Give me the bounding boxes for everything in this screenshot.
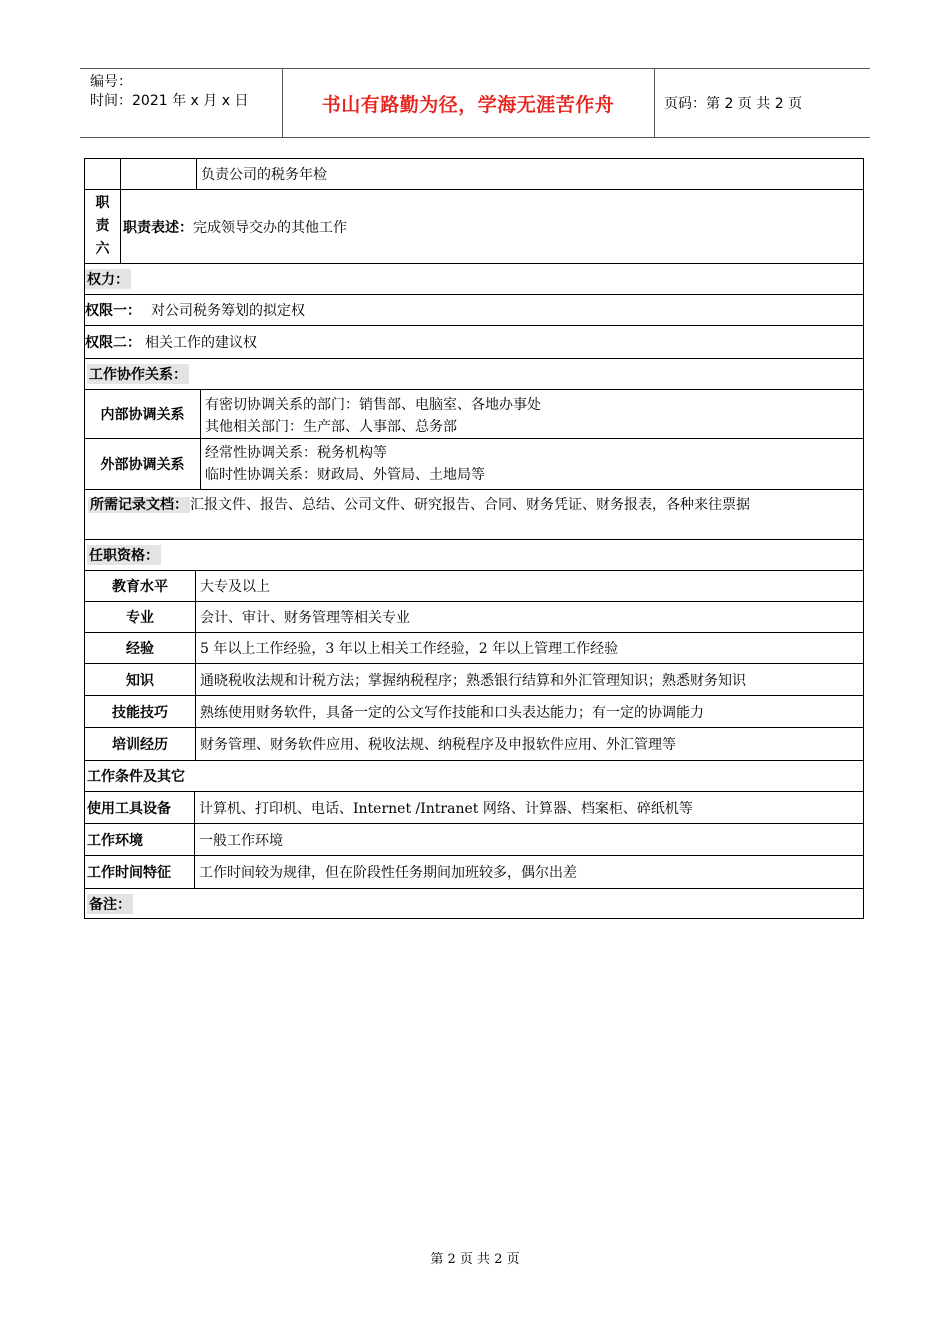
qualification-value: 5 年以上工作经验，3 年以上相关工作经验，2 年以上管理工作经验 [200, 641, 619, 657]
qualification-value: 大专及以上 [200, 579, 270, 595]
internal-coordination-line: 其他相关部门：生产部、人事部、总务部 [205, 419, 457, 435]
qualification-label: 教育水平 [85, 571, 196, 601]
conditions-heading-row [85, 761, 863, 792]
qualification-label: 知识 [85, 664, 196, 695]
internal-coordination-row [85, 390, 863, 439]
qualifications-heading-row [85, 540, 863, 571]
qualification-value: 熟练使用财务软件，具备一定的公文写作技能和口头表达能力；有一定的协调能力 [200, 704, 704, 721]
header-meta [90, 73, 248, 111]
qualification-label: 培训经历 [85, 728, 196, 760]
qualification-row [85, 664, 863, 696]
condition-label: 工作环境 [85, 824, 195, 855]
internal-coordination-line: 有密切协调关系的部门：销售部、电脑室、各地办事处 [205, 397, 541, 413]
authority-heading-row [85, 264, 863, 295]
duty-six-row [85, 190, 863, 264]
condition-value: 工作时间较为规律，但在阶段性任务期间加班较多，偶尔出差 [199, 865, 577, 881]
duty-five-text: 负责公司的税务年检 [201, 167, 327, 183]
authority-text: 对公司税务筹划的拟定权 [151, 303, 305, 319]
authority-item [85, 295, 863, 326]
qualification-row [85, 571, 863, 602]
qualification-value: 财务管理、财务软件应用、税收法规、纳税程序及申报软件应用、外汇管理等 [200, 737, 676, 753]
internal-coordination-label: 内部协调关系 [85, 390, 201, 438]
coordination-heading-row [85, 359, 863, 390]
authority-label: 权限一： [85, 303, 141, 319]
condition-value: 计算机、打印机、电话、Internet /Intranet 网络、计算器、档案柜、碎纸机等 [199, 800, 693, 817]
records-text: 汇报文件、报告、总结、公司文件、研究报告、合同、财务凭证、财务报表，各种来往票据 [190, 497, 750, 513]
qualification-label: 专业 [85, 602, 196, 632]
job-description-table [84, 158, 864, 919]
document-date: 时间：2021 年 x 月 x 日 [90, 93, 249, 109]
conditions-heading: 工作条件及其它 [87, 769, 185, 785]
duty-six-text: 完成领导交办的其他工作 [193, 219, 347, 236]
duty-statement-label: 职责表述： [123, 219, 193, 236]
document-number-label: 编号： [90, 74, 132, 90]
header-divider [654, 69, 655, 137]
qualification-value: 会计、审计、财务管理等相关专业 [200, 610, 410, 626]
qualification-value: 通晓税收法规和计税方法；掌握纳税程序；熟悉银行结算和外汇管理知识；熟悉财务知识 [200, 672, 746, 689]
condition-row [85, 856, 863, 889]
external-coordination-row [85, 439, 863, 490]
condition-row [85, 792, 863, 824]
qualification-label: 技能技巧 [85, 696, 196, 727]
qualification-row [85, 728, 863, 761]
remarks-label: 备注： [87, 894, 133, 914]
qualification-label: 经验 [85, 633, 196, 663]
page-footer: 第 2 页 共 2 页 [430, 1252, 520, 1267]
condition-label: 工作时间特征 [85, 856, 195, 888]
condition-row [85, 824, 863, 856]
header-motto: 书山有路勤为径，学海无涯苦作舟 [321, 93, 615, 116]
condition-label: 使用工具设备 [85, 792, 195, 823]
authority-heading: 权力： [85, 269, 131, 289]
authority-label: 权限二： [85, 335, 141, 351]
external-coordination-line: 临时性协调关系：财政局、外管局、土地局等 [205, 467, 485, 483]
coordination-heading: 工作协作关系： [87, 364, 189, 384]
duty-six-side-label: 职责六 [85, 190, 121, 263]
duty-five-row [85, 159, 863, 190]
page-indicator: 页码：第 2 页 共 2 页 [664, 96, 803, 112]
qualification-row [85, 696, 863, 728]
duty-six-description [123, 190, 863, 263]
records-row [85, 490, 863, 540]
authority-item [85, 326, 863, 359]
records-label: 所需记录文档： [90, 497, 188, 513]
remarks-row [85, 889, 863, 918]
qualification-row [85, 633, 863, 664]
external-coordination-label: 外部协调关系 [85, 439, 201, 489]
external-coordination-line: 经常性协调关系：税务机构等 [205, 445, 387, 461]
qualification-row [85, 602, 863, 633]
page-header [80, 68, 870, 138]
condition-value: 一般工作环境 [199, 832, 283, 849]
authority-text: 相关工作的建议权 [145, 335, 257, 351]
qualifications-heading: 任职资格： [87, 545, 161, 565]
